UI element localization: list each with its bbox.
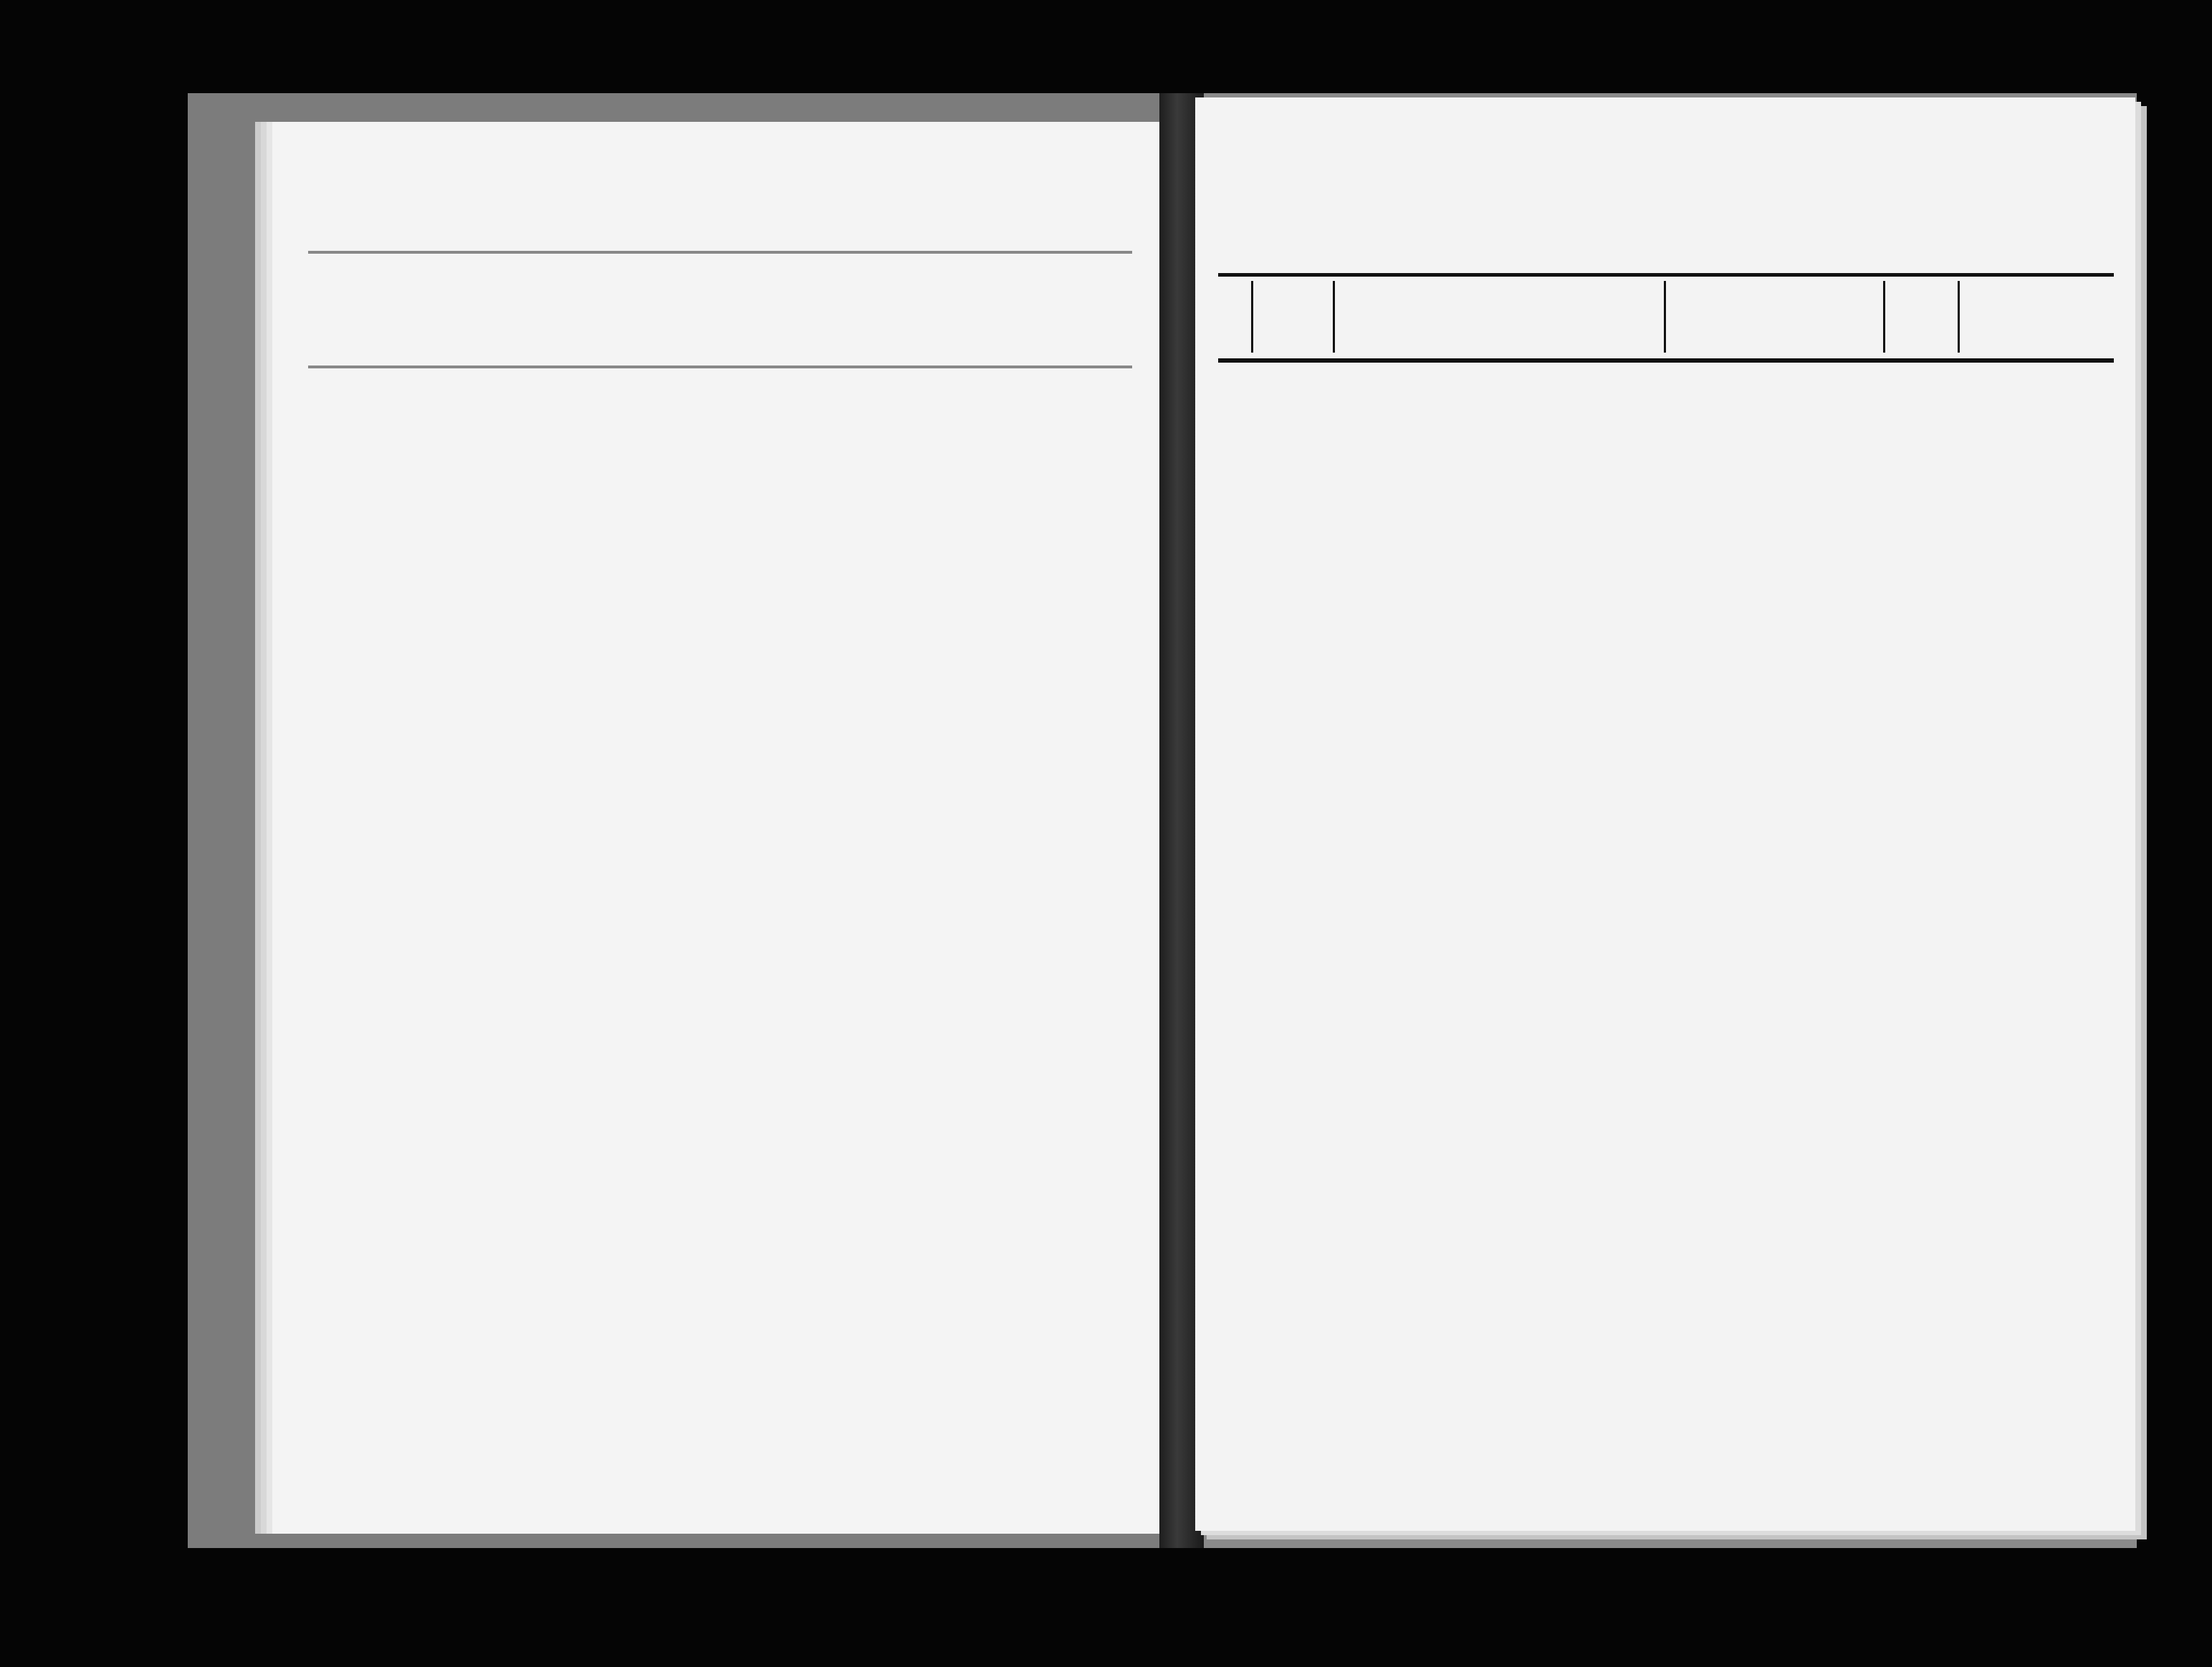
header-separator bbox=[1251, 281, 1253, 353]
right-ghost-text bbox=[1759, 97, 2135, 1531]
header-bottom-rule bbox=[1218, 358, 2114, 363]
left-header-bottom-rule bbox=[308, 366, 1132, 368]
left-header-top-rule bbox=[308, 251, 1132, 254]
right-page bbox=[1195, 97, 2135, 1531]
header-top-rule bbox=[1218, 273, 2114, 277]
left-page-mirrored-content bbox=[272, 122, 1168, 1534]
header-separator bbox=[1664, 281, 1666, 353]
left-page bbox=[272, 122, 1168, 1534]
header-separator bbox=[1958, 281, 1960, 353]
header-separator bbox=[1883, 281, 1885, 353]
header-separator bbox=[1333, 281, 1335, 353]
